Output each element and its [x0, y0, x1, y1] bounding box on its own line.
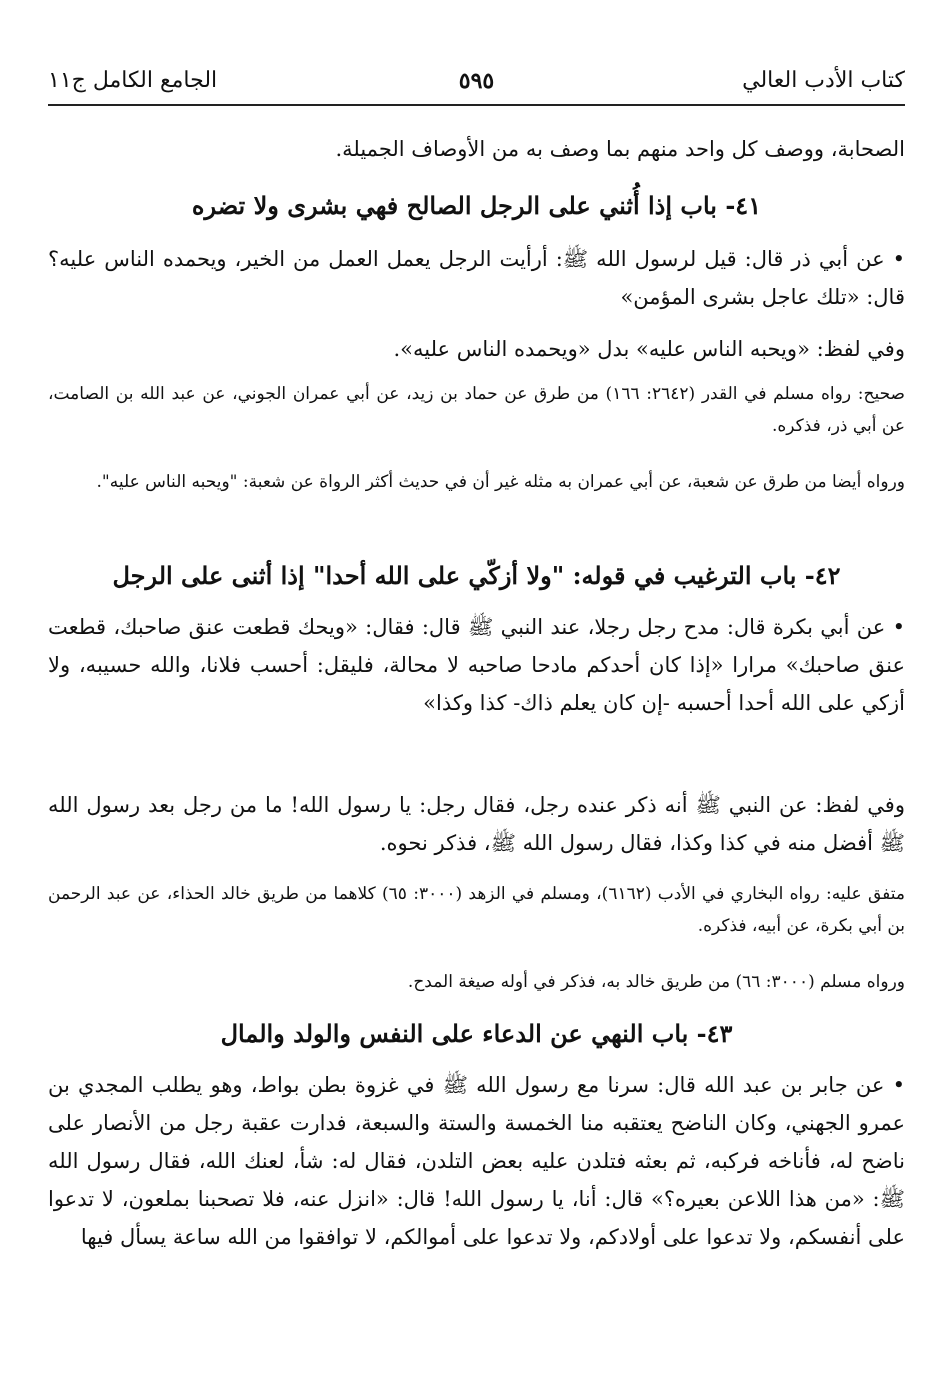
takhrij-note: ورواه أيضا من طرق عن شعبة، عن أبي عمران به مثله غير أن في حديث أكثر الرواة عن شعبة: "ويحبه الناس عليه".: [96, 472, 905, 492]
hadith-paragraph: • عن أبي ذر قال: قيل لرسول الله ﷺ: أرأيت الرجل يعمل العمل من الخير، ويحمده الناس عليه؟ قال: «تلك عاجل بشرى المؤمن»: [48, 247, 905, 309]
page-header: [48, 62, 905, 106]
chapter-heading-42: ٤٢- باب الترغيب في قوله: "ولا أزكّي على الله أحدا" إذا أثنى على الرجل: [112, 561, 841, 590]
takhrij-note: متفق عليه: رواه البخاري في الأدب (٦١٦٢)، ومسلم في الزهد (٣٠٠٠: ٦٥) كلاهما من طريق خالد الحذاء، عن عبد الرحمن بن أبي بكرة، عن أبيه، فذكره.: [48, 884, 906, 936]
book-title: كتاب الأدب العالي: [742, 68, 905, 93]
continuation-paragraph: الصحابة، ووصف كل واحد منهم بما وصف به من الأوصاف الجميلة.: [335, 137, 905, 161]
takhrij-note: ورواه مسلم (٣٠٠٠: ٦٦) من طريق خالد به، فذكر في أوله صيغة المدح.: [407, 972, 905, 992]
chapter-heading-41: ٤١- باب إذا أُثني على الرجل الصالح فهي بشرى ولا تضره: [191, 191, 762, 220]
variant-paragraph: وفي لفظ: عن النبي ﷺ أنه ذكر عنده رجل، فقال رجل: يا رسول الله! ما من رجل بعد رسول الله ﷺ أفضل منه في كذا وكذا، فقال رسول الله ﷺ، فذكر نحوه.: [48, 793, 905, 855]
chapter-heading-43: ٤٣- باب النهي عن الدعاء على النفس والولد والمال: [220, 1019, 733, 1048]
hadith-paragraph: • عن جابر بن عبد الله قال: سرنا مع رسول الله ﷺ في غزوة بطن بواط، وهو يطلب المجدي بن عمرو الجهني، وكان الناضح يعتقبه منا الخمسة والستة والسبعة، فدارت عقبة رجل من الأنصار على ناضح له، فأناخه فركبه، ثم بعثه فتلدن عليه بعض التلدن، فقال له: شأ، لعنك الله، فقال رسول الله ﷺ: «من هذا اللاعن بعيره؟» قال: أنا، يا رسول الله! قال: «انزل عنه، فلا تصحبنا بملعون، لا تدعوا على أنفسكم، ولا تدعوا على أولادكم، ولا تدعوا على أموالكم، لا توافقوا من الله ساعة يسأل فيها: [48, 1073, 905, 1249]
page-number: ٥٩٥: [458, 68, 495, 94]
takhrij-note: صحيح: رواه مسلم في القدر (٢٦٤٢: ١٦٦) من طرق عن حماد بن زيد، عن أبي عمران الجوني، عن عبد الله بن الصامت، عن أبي ذر، فذكره.: [48, 384, 905, 436]
hadith-paragraph: • عن أبي بكرة قال: مدح رجل رجلا، عند النبي ﷺ قال: فقال: «ويحك قطعت عنق صاحبك، قطعت عنق صاحبك» مرارا «إذا كان أحدكم مادحا صاحبه لا محالة، فليقل: أحسب فلانا، والله حسيبه، ولا أزكي على الله أحدا أحسبه -إن كان يعلم ذاك- كذا وكذا»: [48, 615, 905, 715]
variant-paragraph: وفي لفظ: «ويحبه الناس عليه» بدل «ويحمده الناس عليه».: [393, 337, 905, 361]
series-title: الجامع الكامل ج١١: [48, 68, 218, 93]
header-rule: [48, 104, 905, 106]
